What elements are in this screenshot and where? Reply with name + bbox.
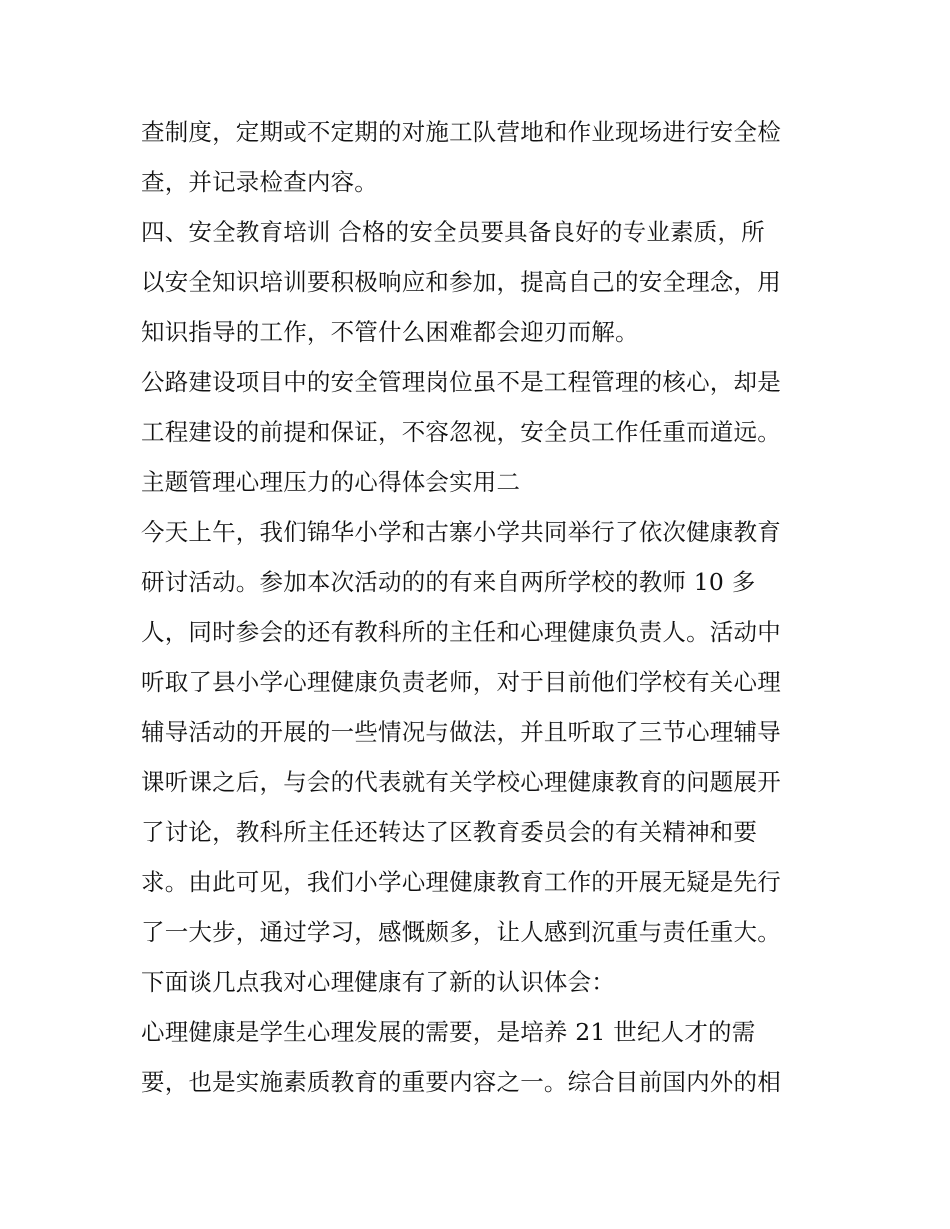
text-line: 心理健康是学生心理发展的需要，是培养 21 世纪人才的需 <box>141 1018 756 1046</box>
text-line: 研讨活动。参加本次活动的的有来自两所学校的教师 10 多 <box>141 568 756 596</box>
text-line: 公路建设项目中的安全管理岗位虽不是工程管理的核心，却是 <box>141 368 781 396</box>
text-line: 了一大步，通过学习，感慨颇多，让人感到沉重与责任重大。 <box>141 918 781 946</box>
section-heading: 主题管理心理压力的心得体会实用二 <box>141 468 521 496</box>
text-line: 知识指导的工作，不管什么困难都会迎刃而解。 <box>141 318 639 346</box>
text-line: 工程建设的前提和保证，不容忽视，安全员工作任重而道远。 <box>141 418 781 446</box>
text-line: 查制度，定期或不定期的对施工队营地和作业现场进行安全检 <box>141 118 781 146</box>
text-line: 求。由此可见，我们小学心理健康教育工作的开展无疑是先行 <box>141 868 781 896</box>
text-line: 辅导活动的开展的一些情况与做法，并且听取了三节心理辅导 <box>141 718 781 746</box>
text-line: 了讨论，教科所主任还转达了区教育委员会的有关精神和要 <box>141 818 758 846</box>
text-line: 四、安全教育培训 合格的安全员要具备良好的专业素质，所 <box>141 218 765 246</box>
text-line: 人，同时参会的还有教科所的主任和心理健康负责人。活动中 <box>141 618 781 646</box>
text-line: 听取了县小学心理健康负责老师，对于目前他们学校有关心理 <box>141 668 781 696</box>
text-line: 查，并记录检查内容。 <box>141 168 378 196</box>
text-line: 今天上午，我们锦华小学和古寨小学共同举行了依次健康教育 <box>141 518 781 546</box>
text-line: 要，也是实施素质教育的重要内容之一。综合目前国内外的相 <box>141 1068 781 1096</box>
text-line: 下面谈几点我对心理健康有了新的认识体会： <box>141 968 615 996</box>
text-line: 以安全知识培训要积极响应和参加，提高自己的安全理念，用 <box>141 268 781 296</box>
text-line: 课听课之后，与会的代表就有关学校心理健康教育的问题展开 <box>141 768 781 796</box>
